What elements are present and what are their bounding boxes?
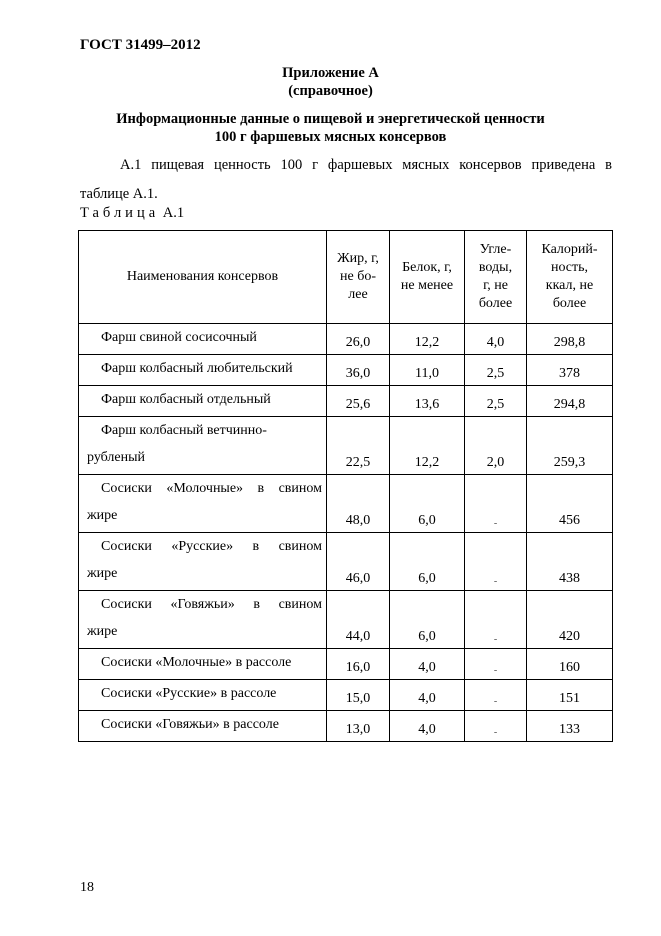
row-calories: 420 <box>527 591 613 649</box>
row-carbs: - <box>465 591 527 649</box>
row-carbs: 2,0 <box>465 417 527 475</box>
row-protein: 6,0 <box>390 591 465 649</box>
row-calories: 133 <box>527 711 613 742</box>
header-fat: Жир, г, не бо- лее <box>327 231 390 324</box>
row-carbs: 4,0 <box>465 324 527 355</box>
row-calories: 456 <box>527 475 613 533</box>
row-fat: 16,0 <box>327 649 390 680</box>
table-caption <box>80 205 184 222</box>
section-title-line1: Информационные данные о пищевой и энергетической ценности <box>116 111 545 127</box>
row-name: Сосиски «Русские» в рассоле <box>79 680 327 711</box>
section-heading <box>0 110 661 146</box>
table-row <box>79 386 613 417</box>
table-row <box>79 324 613 355</box>
table-row <box>79 355 613 386</box>
page-number: 18 <box>80 880 94 895</box>
row-carbs: - <box>465 680 527 711</box>
row-fat: 25,6 <box>327 386 390 417</box>
table-row <box>79 680 613 711</box>
appendix-heading <box>0 64 661 100</box>
header-calories: Калорий- ность, ккал, не более <box>527 231 613 324</box>
table-row <box>79 711 613 742</box>
row-calories: 160 <box>527 649 613 680</box>
table-row <box>79 475 613 533</box>
row-protein: 12,2 <box>390 324 465 355</box>
row-name: Фарш свиной сосисочный <box>79 324 327 355</box>
table-row <box>79 591 613 649</box>
row-calories: 151 <box>527 680 613 711</box>
row-name: Сосиски «Говяжьи» в рассоле <box>79 711 327 742</box>
row-fat: 26,0 <box>327 324 390 355</box>
appendix-subtitle: (справочное) <box>288 83 373 99</box>
row-calories: 294,8 <box>527 386 613 417</box>
row-calories: 438 <box>527 533 613 591</box>
row-name: Сосиски «Молочные» в свином жире <box>79 475 327 533</box>
row-carbs: 2,5 <box>465 386 527 417</box>
intro-line2: таблице А.1. <box>80 186 158 202</box>
header-protein: Белок, г, не менее <box>390 231 465 324</box>
row-calories: 298,8 <box>527 324 613 355</box>
intro-paragraph <box>80 151 612 209</box>
row-fat: 48,0 <box>327 475 390 533</box>
intro-line1: А.1 пищевая ценность 100 г фаршевых мясных консервов приведена в <box>120 157 612 173</box>
row-name: Сосиски «Говяжьи» в свином жире <box>79 591 327 649</box>
row-fat: 22,5 <box>327 417 390 475</box>
appendix-title: Приложение А <box>282 65 379 81</box>
row-name: Фарш колбасный ветчинно- рубленый <box>79 417 327 475</box>
row-protein: 11,0 <box>390 355 465 386</box>
row-protein: 12,2 <box>390 417 465 475</box>
row-name: Сосиски «Молочные» в рассоле <box>79 649 327 680</box>
row-carbs: - <box>465 475 527 533</box>
section-title-line2: 100 г фаршевых мясных консервов <box>214 129 447 145</box>
row-fat: 44,0 <box>327 591 390 649</box>
row-carbs: - <box>465 711 527 742</box>
row-protein: 4,0 <box>390 680 465 711</box>
table-row <box>79 417 613 475</box>
row-protein: 6,0 <box>390 533 465 591</box>
row-fat: 46,0 <box>327 533 390 591</box>
row-carbs: - <box>465 649 527 680</box>
row-name: Сосиски «Русские» в свином жире <box>79 533 327 591</box>
table-caption-number: А.1 <box>162 205 185 221</box>
nutrition-table <box>78 230 613 742</box>
row-fat: 13,0 <box>327 711 390 742</box>
row-fat: 15,0 <box>327 680 390 711</box>
row-carbs: - <box>465 533 527 591</box>
row-protein: 4,0 <box>390 711 465 742</box>
standard-header: ГОСТ 31499–2012 <box>80 37 201 53</box>
table-row <box>79 533 613 591</box>
row-protein: 6,0 <box>390 475 465 533</box>
row-protein: 13,6 <box>390 386 465 417</box>
table-header-row <box>79 231 613 324</box>
row-carbs: 2,5 <box>465 355 527 386</box>
header-carbs: Угле- воды, г, не более <box>465 231 527 324</box>
header-name: Наименования консервов <box>79 231 327 324</box>
row-protein: 4,0 <box>390 649 465 680</box>
row-name: Фарш колбасный отдельный <box>79 386 327 417</box>
table-caption-word: Таблица <box>80 205 160 221</box>
row-calories: 259,3 <box>527 417 613 475</box>
row-calories: 378 <box>527 355 613 386</box>
table-row <box>79 649 613 680</box>
row-name: Фарш колбасный любительский <box>79 355 327 386</box>
row-fat: 36,0 <box>327 355 390 386</box>
